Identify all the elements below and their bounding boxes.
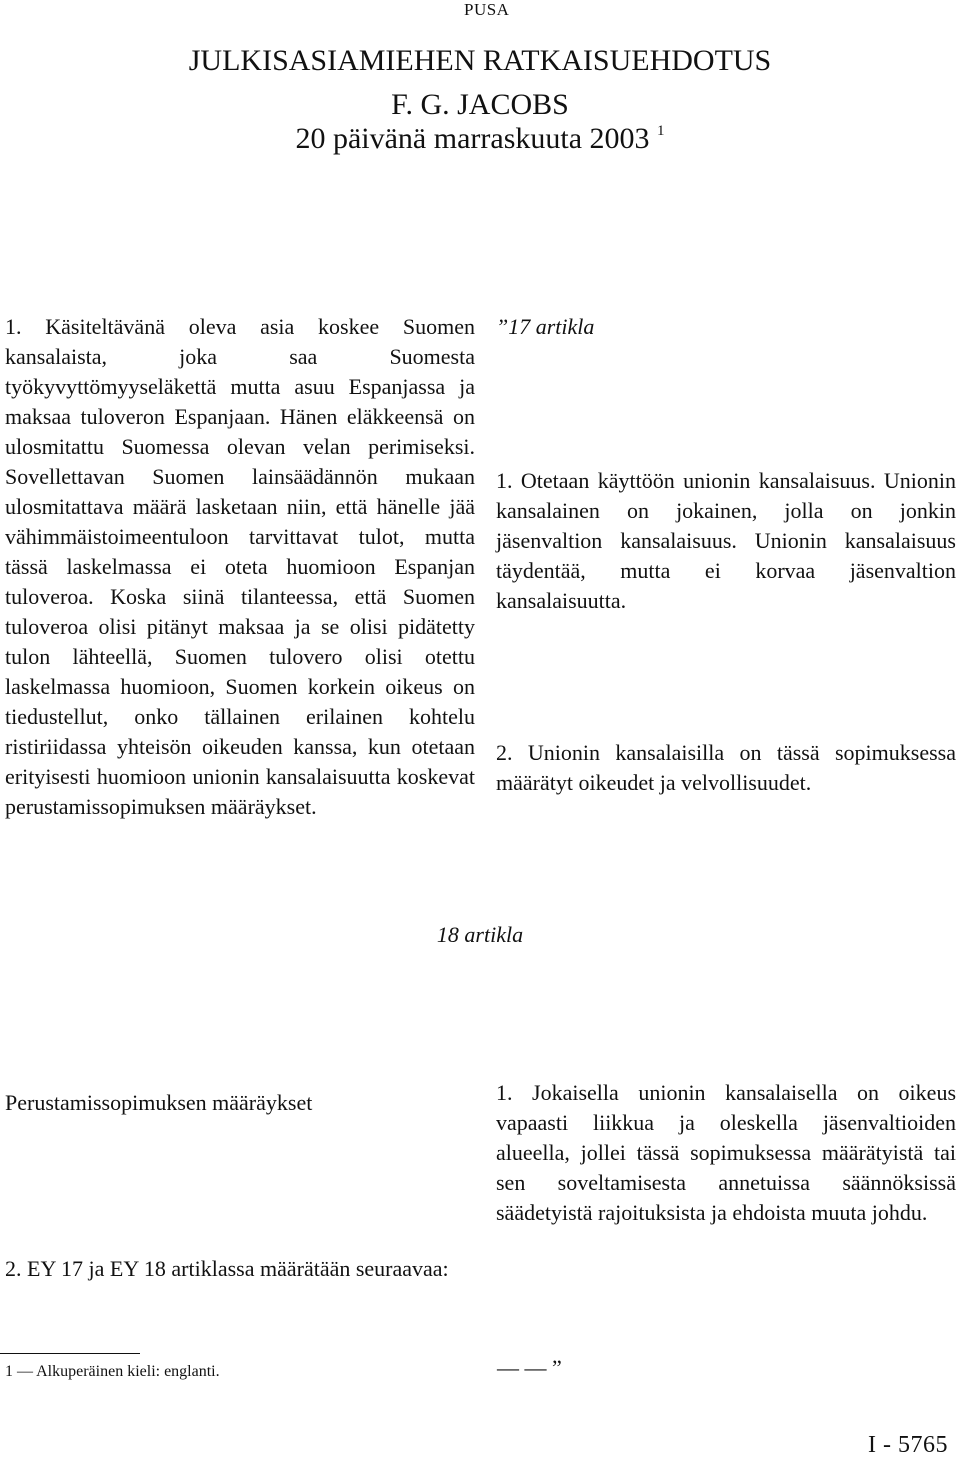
section-heading: Perustamissopimuksen määräykset (5, 1090, 313, 1115)
quote-end-mark: — — ” (497, 1355, 562, 1380)
advocate-general-name: F. G. JACOBS (391, 88, 569, 121)
art18-paragraph-1: 1. Jokaisella unionin kansalaisella on oikeus vapaasti liikkua ja oleskella jäsenvaltioiden alueella, jollei tässä sopimuksessa määrätyistä tai sen soveltamisesta annetuissa säännöksissä säädetyistä rajoituksista ja ehdoista muuta johdu. (496, 1080, 956, 1225)
footnote: 1 — Alkuperäinen kieli: englanti. (5, 1363, 220, 1380)
art17-paragraph-2: 2. Unionin kansalaisilla on tässä sopimuksessa määrätyt oikeudet ja velvollisuudet. (496, 740, 956, 795)
article-17-title: ”17 artikla (496, 314, 595, 339)
date-text: 20 päivänä marraskuuta 2003 (295, 122, 650, 155)
article-17-paragraph-2 (496, 738, 956, 798)
footnote-reference: 1 (657, 123, 665, 139)
article-18-title: 18 artikla (436, 922, 524, 947)
left-column-paragraph-2 (5, 1254, 475, 1284)
left-column-paragraph-1 (5, 312, 475, 822)
paragraph-2: 2. EY 17 ja EY 18 artiklassa määrätään seuraavaa: (5, 1256, 449, 1281)
document-title: JULKISASIAMIEHEN RATKAISUEHDOTUS (188, 44, 772, 77)
running-head: PUSA (464, 0, 510, 19)
art17-paragraph-1: 1. Otetaan käyttöön unionin kansalaisuus. Unionin kansalainen on jokainen, jolla on jonkin jäsenvaltion kansalaisuus. Unionin kansalaisuus täydentää, mutta ei korvaa jäsenvaltion kansalaisuutta. (496, 468, 956, 613)
article-17-paragraph-1 (496, 466, 956, 616)
article-18-paragraph-1 (496, 1078, 956, 1228)
page-number: I - 5765 (868, 1432, 948, 1458)
paragraph-1: 1. Käsiteltävänä oleva asia koskee Suomen kansalaista, joka saa Suomesta työkyvyttömyyseläkettä mutta asuu Espanjassa ja maksaa tuloveron Espanjaan. Hänen eläkkeensä on ulosmitattu Suomessa olevan velan perimiseksi. Sovellettavan Suomen lainsäädännön mukaan ulosmitattava määrä lasketaan niin, että hänelle jää vähimmäistoimeentuloon tarvittavat tulot, mutta tässä laskelmassa ei oteta huomioon Espanjan tuloveroa. Koska siinä tilanteessa, että Suomen tuloveroa olisi pitänyt maksaa ja se olisi pidätetty tulon lähteellä, Suomen tulovero olisi otettu laskelmassa huomioon, Suomen korkein oikeus on tiedustellut, onko tällainen erilainen kohtelu ristiriidassa yhteisön oikeuden kanssa, kun otetaan erityisesti huomioon unionin kansalaisuutta koskevat perustamissopimuksen määräykset. (5, 314, 475, 819)
document-date (0, 120, 960, 158)
footnote-divider (0, 1353, 140, 1354)
